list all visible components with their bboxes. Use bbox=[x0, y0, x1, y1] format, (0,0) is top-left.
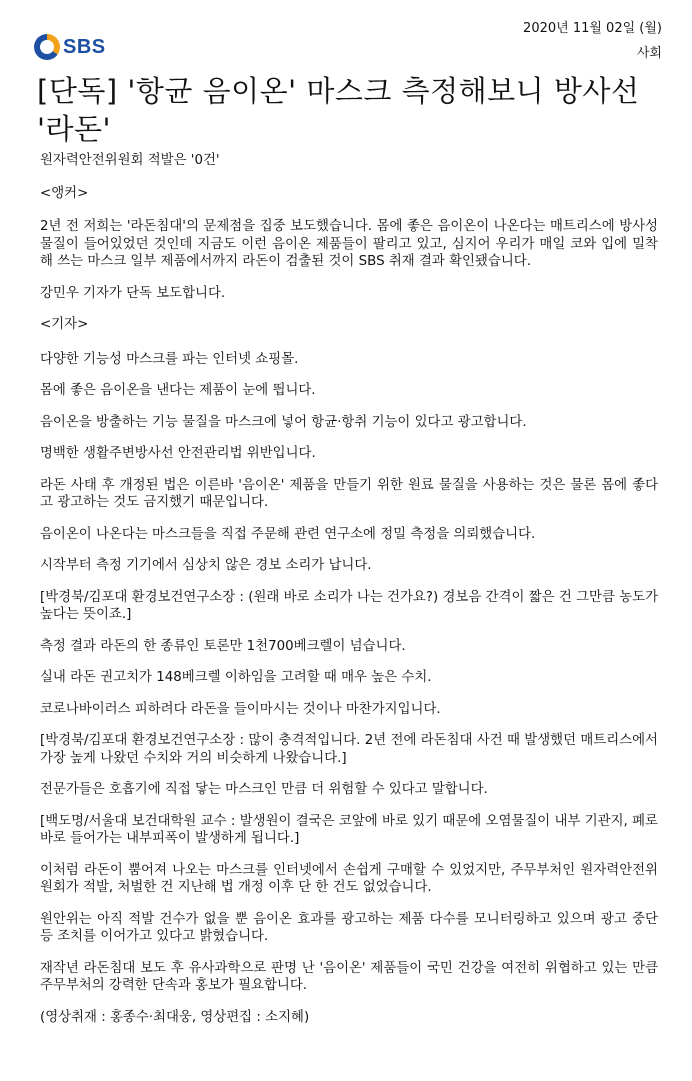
page-header bbox=[0, 0, 692, 70]
sbs-logo bbox=[34, 34, 106, 60]
sbs-logo-icon bbox=[34, 34, 60, 60]
article-paragraph: 몸에 좋은 음이온을 낸다는 제품이 눈에 띕니다. bbox=[40, 383, 316, 398]
reporter-label: <기자> bbox=[40, 317, 89, 332]
article-paragraph: 다양한 기능성 마스크를 파는 인터넷 쇼핑몰. bbox=[40, 351, 299, 367]
article-subtitle: 원자력안전위원회 적발은 '0건' bbox=[40, 153, 220, 168]
article-paragraph: 실내 라돈 권고치가 148베크렐 이하임을 고려할 때 매우 높은 수치. bbox=[40, 670, 432, 685]
article-paragraph: 강민우 기자가 단독 보도합니다. bbox=[40, 285, 226, 301]
article-paragraph: 2년 전 저희는 '라돈침대'의 문제점을 집중 보도했습니다. 몸에 좋은 음이온이 나온다는 매트리스에 방사성 물질이 들어있었던 것인데 지금도 이런 음이온 제품들이 팔리고 있고, 심지어 우리가 매일 코와 입에 밀착해 쓰는 마스크 일부 제품에서까지 라돈이 검출된 것이 SBS 취재 결과 확인됐습니다. bbox=[40, 219, 658, 269]
article-paragraph: 측정 결과 라돈의 한 종류인 토론만 1천700베크렐이 넘습니다. bbox=[40, 638, 406, 654]
interview-quote: [백도명/서울대 보건대학원 교수 : 발생원이 결국은 코앞에 바로 있기 때문에 오염물질이 내부 기관지, 폐로 바로 들어가는 내부피폭이 발생하게 됩니다.] bbox=[40, 813, 658, 846]
video-credits: (영상취재 : 홍종수·최대웅, 영상편집 : 소지혜) bbox=[40, 1009, 310, 1025]
article-paragraph: 이처럼 라돈이 뿜어져 나오는 마스크를 인터넷에서 손쉽게 구매할 수 있었지만, 주무부처인 원자력안전위원회가 적발, 처벌한 건 지난해 법 개정 이후 단 한 건도 없었습니다. bbox=[40, 862, 658, 895]
article-paragraph: 전문가들은 호흡기에 직접 닿는 마스크인 만큼 더 위험할 수 있다고 말합니다. bbox=[40, 782, 488, 797]
article-paragraph: 재작년 라돈침대 보도 후 유사과학으로 판명 난 '음이온' 제품들이 국민 건강을 여전히 위협하고 있는 만큼 주무부처의 강력한 단속과 홍보가 필요합니다. bbox=[40, 960, 658, 993]
article-paragraph: 시작부터 측정 기기에서 심상치 않은 경보 소리가 납니다. bbox=[40, 558, 372, 573]
article-paragraph: 코로나바이러스 피하려다 라돈을 들이마시는 것이나 마찬가지입니다. bbox=[40, 701, 441, 717]
article-paragraph: 라돈 사태 후 개정된 법은 이른바 '음이온' 제품을 만들기 위한 원료 물질을 사용하는 것은 물론 몸에 좋다고 광고하는 것도 금지했기 때문입니다. bbox=[40, 477, 658, 510]
article-paragraph: 음이온을 방출하는 기능 물질을 마스크에 넣어 항균·항취 기능이 있다고 광고합니다. bbox=[40, 414, 527, 430]
article-body bbox=[40, 152, 658, 1026]
article-title: [단독] '항균 음이온' 마스크 측정해보니 방사선 '라돈' bbox=[37, 74, 640, 146]
article-paragraph: 원안위는 아직 적발 건수가 없을 뿐 음이온 효과를 광고하는 제품 다수를 모니터링하고 있으며 광고 중단 등 조치를 이어가고 있다고 밝혔습니다. bbox=[40, 911, 658, 944]
article-paragraph: 음이온이 나온다는 마스크들을 직접 주문해 관련 연구소에 정밀 측정을 의뢰했습니다. bbox=[40, 526, 536, 542]
section-label: 사회 bbox=[636, 46, 662, 61]
interview-quote: [박경북/김포대 환경보건연구소장 : (원래 바로 소리가 나는 건가요?) 경보음 간격이 짧은 건 그만큼 농도가 높다는 뜻이죠.] bbox=[40, 589, 658, 622]
sbs-logo-text: SBS bbox=[63, 35, 106, 58]
article-paragraph: 명백한 생활주변방사선 안전관리법 위반입니다. bbox=[40, 446, 316, 461]
anchor-label: <앵커> bbox=[40, 185, 89, 201]
interview-quote: [박경북/김포대 환경보건연구소장 : 많이 충격적입니다. 2년 전에 라돈침대 사건 때 발생했던 매트리스에서 가장 높게 나왔던 수치와 거의 비슷하게 나왔습니다.] bbox=[40, 733, 658, 766]
publish-date: 2020년 11월 02일 (월) bbox=[523, 21, 662, 36]
